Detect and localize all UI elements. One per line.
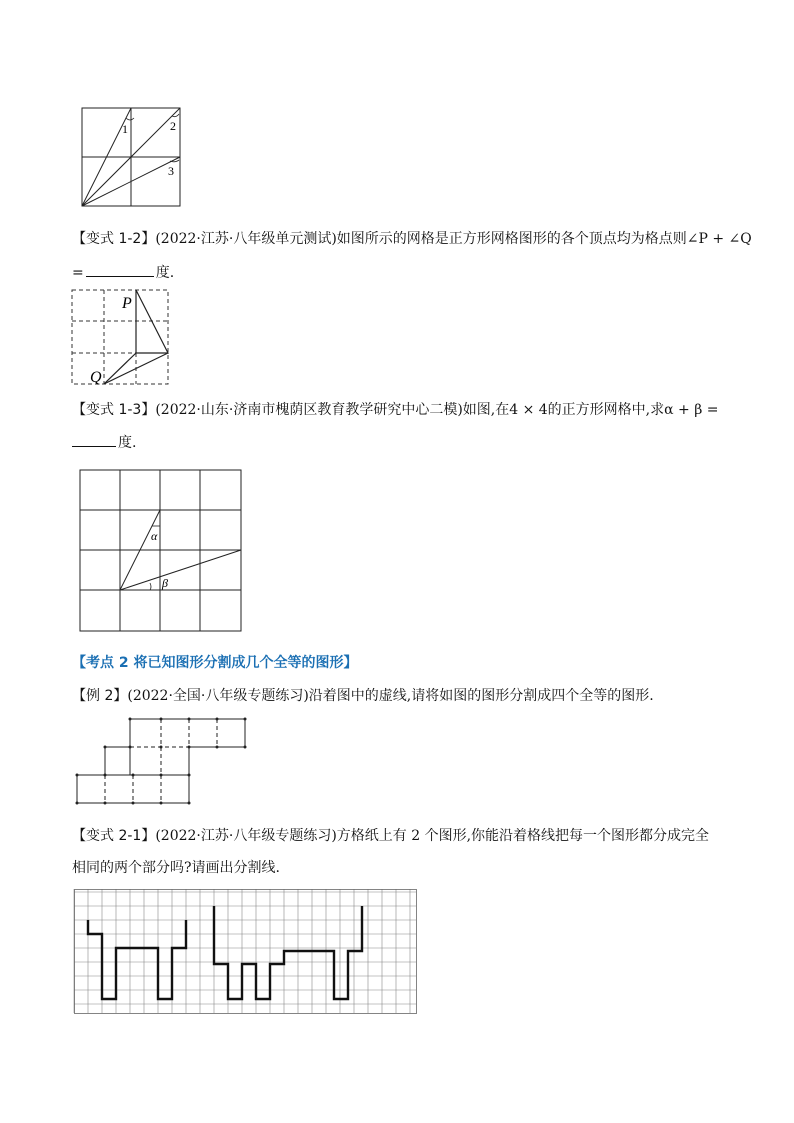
question-1-2-line2 xyxy=(72,262,174,283)
angle-label-1: 1 xyxy=(122,122,128,136)
figure-alpha-beta-grid xyxy=(80,470,244,634)
figure-graph-paper xyxy=(74,889,419,1015)
example-2 xyxy=(72,686,654,706)
question-text: (2022·江苏·八年级单元测试)如图所示的网格是正方形网格图形的各个顶点均为格点则∠P + ∠Q xyxy=(155,231,752,247)
question-tag: 【变式 1-2】 xyxy=(72,231,156,247)
question-tag: 【变式 2-1】 xyxy=(72,828,156,844)
point-label-q: Q xyxy=(90,369,102,386)
figure-p-q-grid xyxy=(72,290,170,386)
angle-label-2: 2 xyxy=(170,119,176,133)
angle-label-alpha: α xyxy=(151,529,158,543)
question-1-3-line1 xyxy=(72,400,719,420)
question-tag: 【例 2】 xyxy=(72,688,128,704)
answer-blank[interactable] xyxy=(86,262,154,277)
question-1-3-line2 xyxy=(72,432,136,453)
shape-small-table xyxy=(88,920,186,999)
point-label-p: P xyxy=(122,295,132,312)
question-2-1-line2 xyxy=(72,858,280,878)
question-text: (2022·山东·济南市槐荫区教育教学研究中心二模)如图,在4 × 4的正方形网格中,求α + β = xyxy=(155,402,719,418)
section-heading-2: 【考点 2 将已知图形分割成几个全等的图形】 xyxy=(72,655,358,671)
angle-label-3: 3 xyxy=(168,164,174,178)
unit-text: 度. xyxy=(155,265,175,281)
answer-blank[interactable] xyxy=(72,432,116,447)
question-2-1-line1 xyxy=(72,826,709,846)
question-tag: 【变式 1-3】 xyxy=(72,402,156,418)
question-text: 相同的两个部分吗?请画出分割线. xyxy=(72,860,280,876)
equals-sign: = xyxy=(72,265,84,281)
question-text: (2022·江苏·八年级专题练习)方格纸上有 2 个图形,你能沿着格线把每一个图形都分成完全 xyxy=(155,828,710,844)
figure-staircase-grid xyxy=(74,718,250,808)
figure-angles-1-2-3 xyxy=(82,108,182,208)
question-1-2-line1 xyxy=(72,229,752,249)
angle-label-beta: β xyxy=(162,576,168,590)
question-text: (2022·全国·八年级专题练习)沿着图中的虚线,请将如图的图形分割成四个全等的图形. xyxy=(127,688,654,704)
unit-text: 度. xyxy=(118,435,137,451)
